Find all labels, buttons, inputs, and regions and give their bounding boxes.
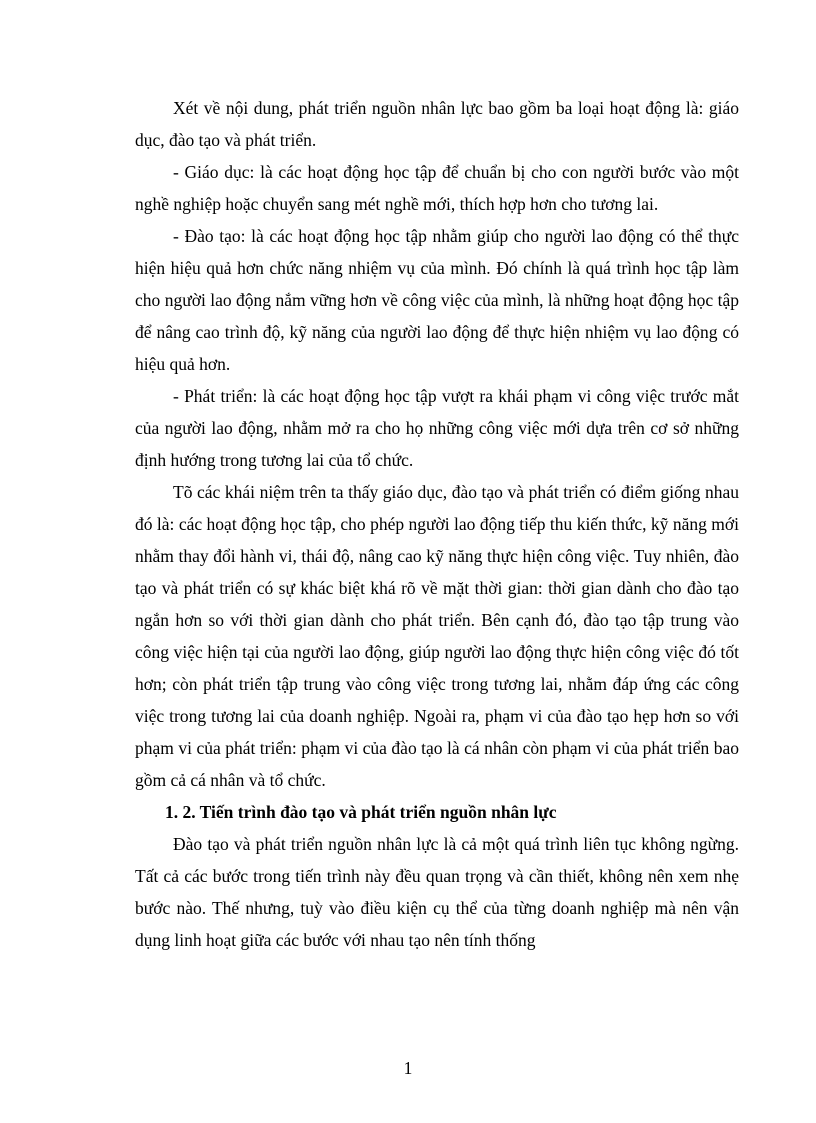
page-body bbox=[135, 92, 739, 956]
paragraph-training: - Đào tạo: là các hoạt động học tập nhằm giúp cho người lao động có thể thực hiện hiệu quả hơn chức năng nhiệm vụ của mình. Đó chính là quá trình học tập làm cho người lao động nắm vững hơn về công việc của mình, là những hoạt động học tập để nâng cao trình độ, kỹ năng của người lao động để thực hiện nhiệm vụ lao động có hiệu quả hơn. bbox=[135, 226, 739, 374]
paragraph-comparison: Tõ các khái niệm trên ta thấy giáo dục, đào tạo và phát triển có điểm giống nhau đó là: các hoạt động học tập, cho phép người lao động tiếp thu kiến thức, kỹ năng mới nhằm thay đổi hành vi, thái độ, nâng cao kỹ năng thực hiện công việc. Tuy nhiên, đào tạo và phát triển có sự khác biệt khá rõ về mặt thời gian: thời gian dành cho đào tạo ngắn hơn so với thời gian dành cho phát triển. Bên cạnh đó, đào tạo tập trung vào công việc hiện tại của người lao động, giúp người lao động thực hiện công việc đó tốt hơn; còn phát triển tập trung vào công việc trong tương lai, nhằm đáp ứng các công việc trong tương lai của doanh nghiệp. Ngoài ra, phạm vi của đào tạo hẹp hơn so với phạm vi của phát triển: phạm vi của đào tạo là cá nhân còn phạm vi của phát triển bao gồm cả cá nhân và tổ chức. bbox=[135, 482, 739, 790]
section-heading: 1. 2. Tiến trình đào tạo và phát triển nguồn nhân lực bbox=[165, 802, 557, 822]
page-number: 1 bbox=[403, 1058, 413, 1078]
paragraph-development: - Phát triển: là các hoạt động học tập vượt ra khái phạm vi công việc trước mắt của người lao động, nhằm mở ra cho họ những công việc mới dựa trên cơ sở những định hướng trong tương lai của tổ chức. bbox=[135, 386, 739, 470]
paragraph-process: Đào tạo và phát triển nguồn nhân lực là cả một quá trình liên tục không ngừng. Tất cả các bước trong tiến trình này đều quan trọng và cần thiết, không nên xem nhẹ bước nào. Thế nhưng, tuỳ vào điều kiện cụ thể của từng doanh nghiệp mà nên vận dụng linh hoạt giữa các bước với nhau tạo nên tính thống bbox=[135, 834, 739, 950]
paragraph-education: - Giáo dục: là các hoạt động học tập để chuẩn bị cho con người bước vào một nghề nghiệp hoặc chuyển sang mét nghề mới, thích hợp hơn cho tương lai. bbox=[135, 162, 739, 214]
paragraph-intro: Xét về nội dung, phát triển nguồn nhân lực bao gồm ba loại hoạt động là: giáo dục, đào tạo và phát triển. bbox=[135, 98, 739, 150]
